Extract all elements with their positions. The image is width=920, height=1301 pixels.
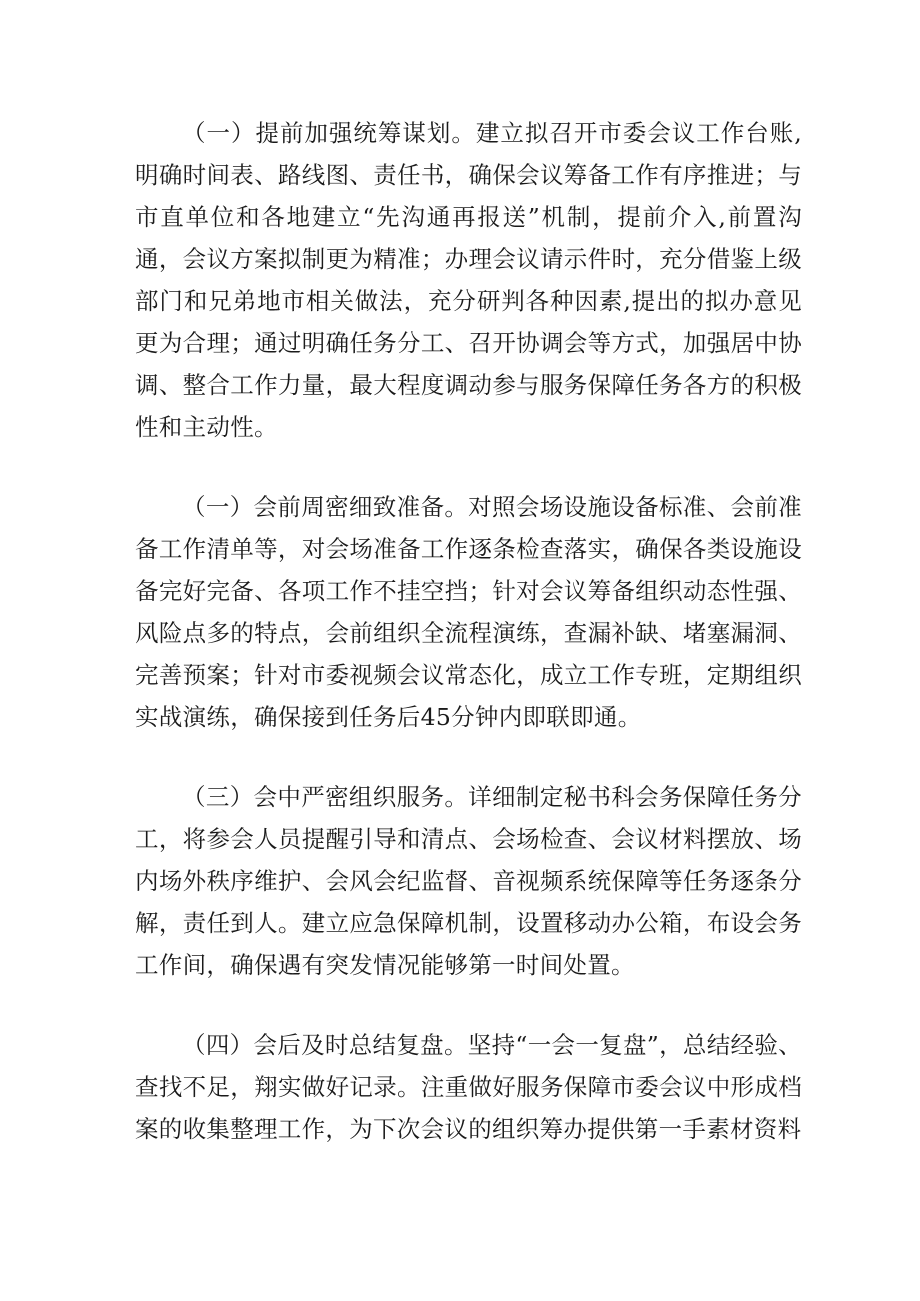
- paragraph-post-meeting: （四）会后及时总结复盘。坚持“一会一复盘”，总结经验、查找不足，翔实做好记录。注重做好服务保障市委会议中形成档案的收集整理工作，为下次会议的组织筹办提供第一手素材资料: [135, 1031, 802, 1143]
- paragraph-in-meeting: （三）会中严密组织服务。详细制定秘书科会务保障任务分工，将参会人员提醒引导和清点、会场检查、会议材料摆放、场内场外秩序维护、会风会纪监督、音视频系统保障等任务逐条分解，责任到人。建立应急保障机制，设置移动办公箱，布设会务工作间，确保遇有突发情况能够第一时间处置。: [135, 783, 802, 979]
- paragraph-planning: （一）提前加强统筹谋划。建立拟召开市委会议工作台账,明确时间表、路线图、责任书，确保会议筹备工作有序推进；与市直单位和各地建立“先沟通再报送”机制，提前介入,前置沟通，会议方案拟制更为精准；办理会议请示件时，充分借鉴上级部门和兄弟地市相关做法，充分研判各种因素,提出的拟办意见更为合理；通过明确任务分工、召开协调会等方式，加强居中协调、整合工作力量，最大程度调动参与服务保障任务各方的积极性和主动性。: [135, 119, 802, 441]
- paragraph-pre-meeting: （一）会前周密细致准备。对照会场设施设备标准、会前准备工作清单等，对会场准备工作逐条检查落实，确保各类设施设备完好完备、各项工作不挂空挡；针对会议筹备组织动态性强、风险点多的特点，会前组织全流程演练，查漏补缺、堵塞漏洞、完善预案；针对市委视频会议常态化，成立工作专班，定期组织实战演练，确保接到任务后45分钟内即联即通。: [135, 493, 802, 731]
